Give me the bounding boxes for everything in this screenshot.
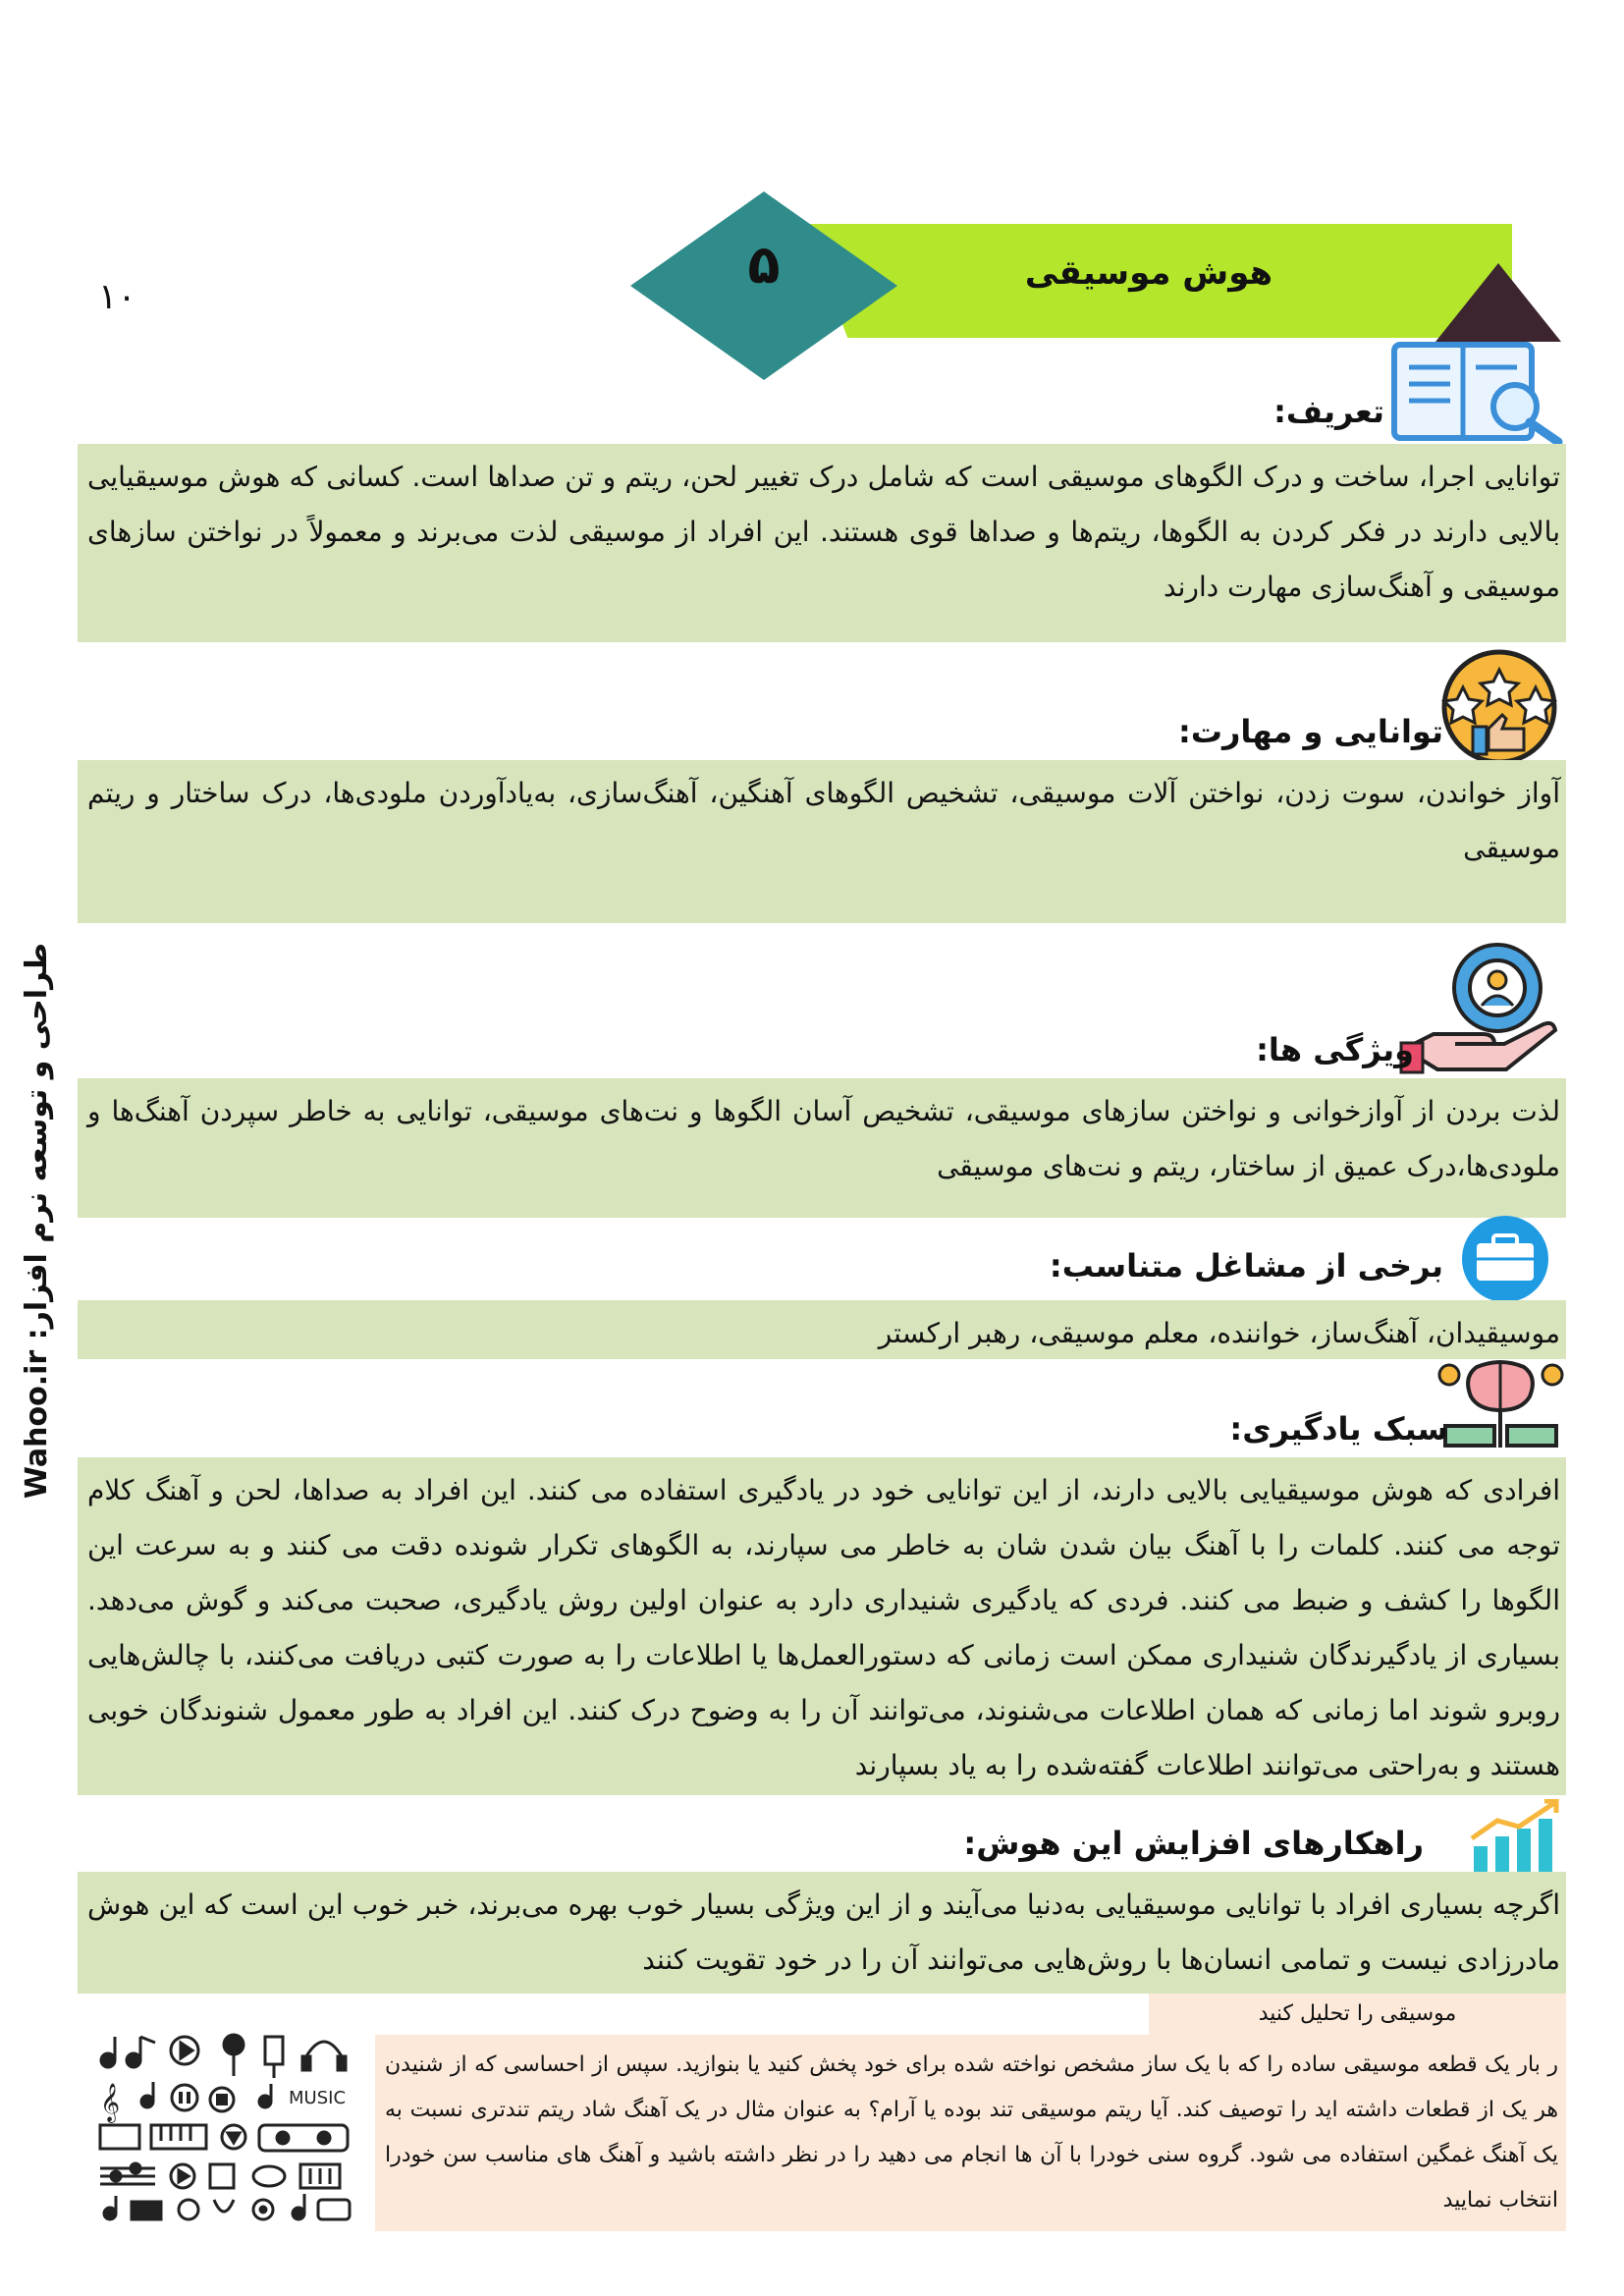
careers-title: برخی از مشاغل متناسب: (1049, 1247, 1443, 1285)
hand-gear-person-icon (1399, 941, 1566, 1076)
traits-text: لذت بردن از آوازخوانی و نواختن سازهای موسیقی، تشخیص آسان الگوها و نت‌های موسیقی، توانایی به خاطر سپردن آهنگ‌ها و ملودی‌ها،درک عمیق از ساختار، ریتم و نت‌های موسیقی (78, 1078, 1566, 1218)
activity-text: ر بار یک قطعه موسیقی ساده را که با یک ساز مشخص نواخته شده برای خود پخش کنید یا بنوازید. سپس از احساسی که از شنیدن هر یک از قطعات داشته اید را توصیف کند. آیا ریتم موسیقی تند بوده یا آرام؟ به عنوان مثال در یک آهنگ شاد ریتم تندتری نسبت به یک آهنگ غمگین استفاده می شود. گروه سنی خودرا با آن ها انجام می دهید را در نظر داشته باشید و آهنگ های مناسب سن خودرا انتخاب نمایید (375, 2035, 1566, 2231)
definition-text: توانایی اجرا، ساخت و درک الگوهای موسیقی است که شامل درک تغییر لحن، ریتم و تن صداها است. کسانی که هوش موسیقیایی بالایی دارند در فکر کردن به الگوها، ریتم‌ها و صداها قوی هستند. این افراد از موسیقی لذت می‌برند و معمولاً در نواختن سازهای موسیقی و آهنگ‌سازی مهارت دارند (78, 444, 1566, 642)
briefcase-icon (1445, 1216, 1566, 1302)
learning-style-title: سبک یادگیری: (1229, 1410, 1448, 1448)
definition-title: تعریف: (1273, 393, 1384, 430)
page-number: ۱۰ (98, 277, 136, 317)
traits-title: ویژگی ها: (1256, 1031, 1414, 1068)
abilities-text: آواز خواندن، سوت زدن، نواختن آلات موسیقی، تشخیص الگوهای آهنگین، آهنگ‌سازی، به‌یادآوردن ملودی‌ها، درک ساختار و ریتم موسیقی (78, 760, 1566, 923)
collage-music-label: MUSIC (289, 2088, 347, 2108)
brain-book-icon (1435, 1357, 1566, 1455)
learning-style-text: افرادی که هوش موسیقیایی بالایی دارند، از این توانایی خود در یادگیری استفاده می کنند. این افراد به صداها، لحن و آهنگ کلام توجه می کنند. کلمات را با آهنگ بیان شدن شان به خاطر می سپارند، به الگوهای تکرار شونده دقت می کنند و به سرعت این الگوها را کشف و ضبط می کنند. فردی که یادگیری شنیداری دارد به عنوان اولین روش یادگیری، صحبت می‌کند و گوش می‌دهد. بسیاری از یادگیرندگان شنیداری ممکن است زمانی که دستورالعمل‌ها یا اطلاعات را به صورت کتبی دریافت می‌کنند، با چالش‌هایی روبرو شوند اما زمانی که همان اطلاعات می‌شنوند، می‌توانند آن را به وضوح درک کنند. این افراد به طور معمول شنوندگان خوبی هستند و به‌راحتی می‌توانند اطلاعات گفته‌شده را به یاد بسپارند (78, 1457, 1566, 1795)
book-magnifier-icon (1389, 340, 1566, 448)
strategies-text: اگرچه بسیاری افراد با توانایی موسیقیایی به‌دنیا می‌آیند و از این ویژگی بسیار خوب بهره می‌برند، خبر خوب این است که این هوش مادرزادی نیست و تمامی انسان‌ها با روش‌هایی می‌توانند آن را در خود تقویت کنند (78, 1872, 1566, 1994)
abilities-title: توانایی و مهارت: (1178, 713, 1443, 750)
music-collage-icon (96, 2031, 361, 2227)
strategies-title: راهکارهای افزایش این هوش: (963, 1825, 1424, 1862)
side-credit-text: طراحی و توسعه نرم افزار: Wahoo.ir (20, 943, 54, 1500)
chapter-number: ۵ (747, 234, 781, 296)
careers-text: موسیقیدان، آهنگ‌ساز، خواننده، معلم موسیقی، رهبر ارکستر (78, 1300, 1566, 1359)
activity-title: موسیقی را تحلیل کنید (1149, 1994, 1566, 2035)
growth-chart-icon (1468, 1799, 1566, 1878)
svg-text:𝄞: 𝄞 (100, 2083, 121, 2122)
chapter-title: هوش موسیقی (1024, 253, 1273, 293)
thumbs-up-stars-icon (1434, 648, 1566, 766)
